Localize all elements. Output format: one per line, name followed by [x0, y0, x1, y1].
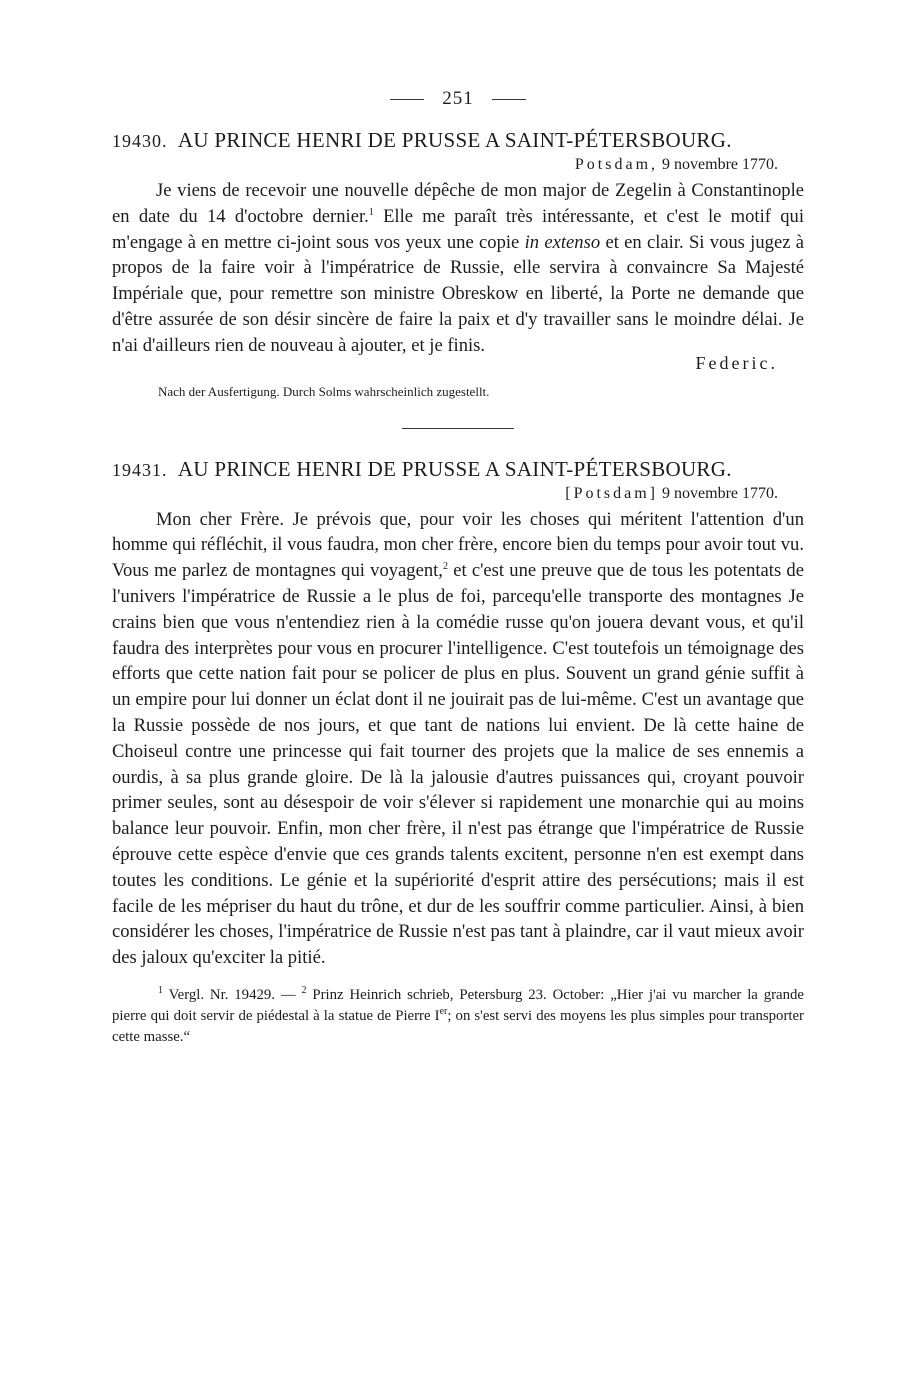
letter-title: AU PRINCE HENRI DE PRUSSE A SAINT-PÉTERSBOURG. — [177, 128, 732, 152]
letter-text: Elle me paraît très intéressante, et c'est le motif qui m'engage à en mettre ci-joint sous vos yeux une copie — [112, 205, 804, 253]
divider-rule — [402, 428, 514, 429]
source-note: Nach der Ausfertigung. Durch Solms wahrscheinlich zugestellt. — [158, 383, 490, 399]
letter-date: 9 novembre 1770. — [662, 156, 778, 173]
letter-place: Potsdam, — [574, 156, 659, 173]
footnote-reference: 1 — [368, 206, 374, 218]
letter-text: Mon cher Frère. Je prévois que, pour voir les choses qui méritent l'attention d'un homme qui réfléchit, il vous faudra, mon cher frère, encore bien du temps pour avoir tout vu. Vous me parlez de montagnes qui voyagent, — [112, 508, 804, 582]
letter-number: 19430. — [112, 131, 168, 151]
signature: Federic. — [695, 352, 778, 373]
letter-text: Je viens de recevoir une nouvelle dépêche de mon major de Zegelin à Constantinople en date du 14 d'octobre dernier. — [112, 180, 804, 227]
page-number: 251 — [442, 88, 474, 109]
footnote-marker: 2 — [301, 985, 307, 996]
header-rule-left — [390, 99, 424, 100]
footnote-reference: 2 — [442, 560, 448, 572]
letter-text: et en clair. Si vous jugez à propos de la faire voir à l'impératrice de Russie, elle servira à convaincre Sa Majesté Impériale que, pour remettre son ministre Obreskow en liberté, la Porte ne demande que d'être assurée de son désir sincère de faire la paix et d'y travailler sans le moindre délai. Je n'ai d'ailleurs rien de nouveau à ajouter, et je finis. — [112, 231, 804, 356]
section-divider — [112, 428, 804, 429]
footnote-text: Prinz Heinrich schrieb, Petersburg 23. October: „Hier j'ai vu marcher la grande pierre qui doit servir de piédestal à la statue de Pierre — [112, 986, 804, 1024]
footnote-roman: I — [434, 1007, 440, 1024]
footnotes — [112, 985, 804, 1048]
footnote-line — [112, 985, 804, 1048]
footnote-superscript: er — [439, 1006, 448, 1017]
page-header — [112, 84, 804, 114]
header-rule-right — [492, 99, 526, 100]
letter-heading — [112, 457, 804, 482]
letter-place: [Potsdam] — [565, 484, 659, 502]
letter-text: et c'est une preuve que de tous les potentats de l'univers l'impératrice de Russie a le plus de foi, parcequ'elle transporte des montagnes Je crains bien que vous n'entendiez rien à la comédie russe qu'on jouera devant vous, et qu'il faudra des interprètes pour vous en procurer l'intelligence. C'est toutefois un témoignage des efforts que cette nation fait pour se policer de plus en plus. Souvent un grand génie suffit à un empire pour lui donner un éclat dont il ne jouirait pas de lui-même. C'est un avantage que la Russie possède de nos jours, et que tant de nations lui envient. De là cette haine de Choiseul contre une princesse qui fait tourner des projets que la malice de ses ennemis a ourdis, à sa plus grande gloire. De là la jalousie d'autres puissances qui, croyant pouvoir primer seules, sont au désespoir de voir s'élever si rapidement une monarchie qui au moins balance leur pouvoir. Enfin, mon cher frère, il n'est pas étrange que l'impératrice de Russie éprouve cette espèce d'envie que ces grands talents excitent, personne n'en est exempt dans toutes les conditions. Le génie et la supériorité d'esprit attire des persécutions; mais il est facile de les mépriser du haut du trône, et dur de les souffrir comme particulier. Ainsi, à bien considérer les choses, l'impératrice de Russie n'est pas tant à plaindre, car il vaut mieux avoir des jaloux qu'exciter la pitié. — [112, 560, 804, 969]
document-page — [112, 84, 804, 1048]
letter-title: AU PRINCE HENRI DE PRUSSE A SAINT-PÉTERSBOURG. — [177, 456, 732, 481]
letter-paragraph — [112, 178, 804, 359]
footnote-text: ; on s'est servi des moyens les plus simples pour transporter cette masse.“ — [112, 1007, 804, 1045]
letter-number: 19431. — [112, 459, 168, 480]
letter-dateline — [112, 485, 804, 503]
italic-phrase: in extenso — [524, 231, 601, 253]
letter-heading — [112, 128, 804, 153]
footnote-marker: 1 — [158, 985, 163, 996]
letter-paragraph — [112, 507, 804, 971]
letter-body — [112, 507, 804, 971]
letter-body — [112, 178, 804, 359]
letter-date: 9 novembre 1770. — [662, 484, 778, 502]
letter-dateline — [112, 156, 804, 174]
footnote-text: Vergl. Nr. 19429. — — [168, 986, 296, 1003]
